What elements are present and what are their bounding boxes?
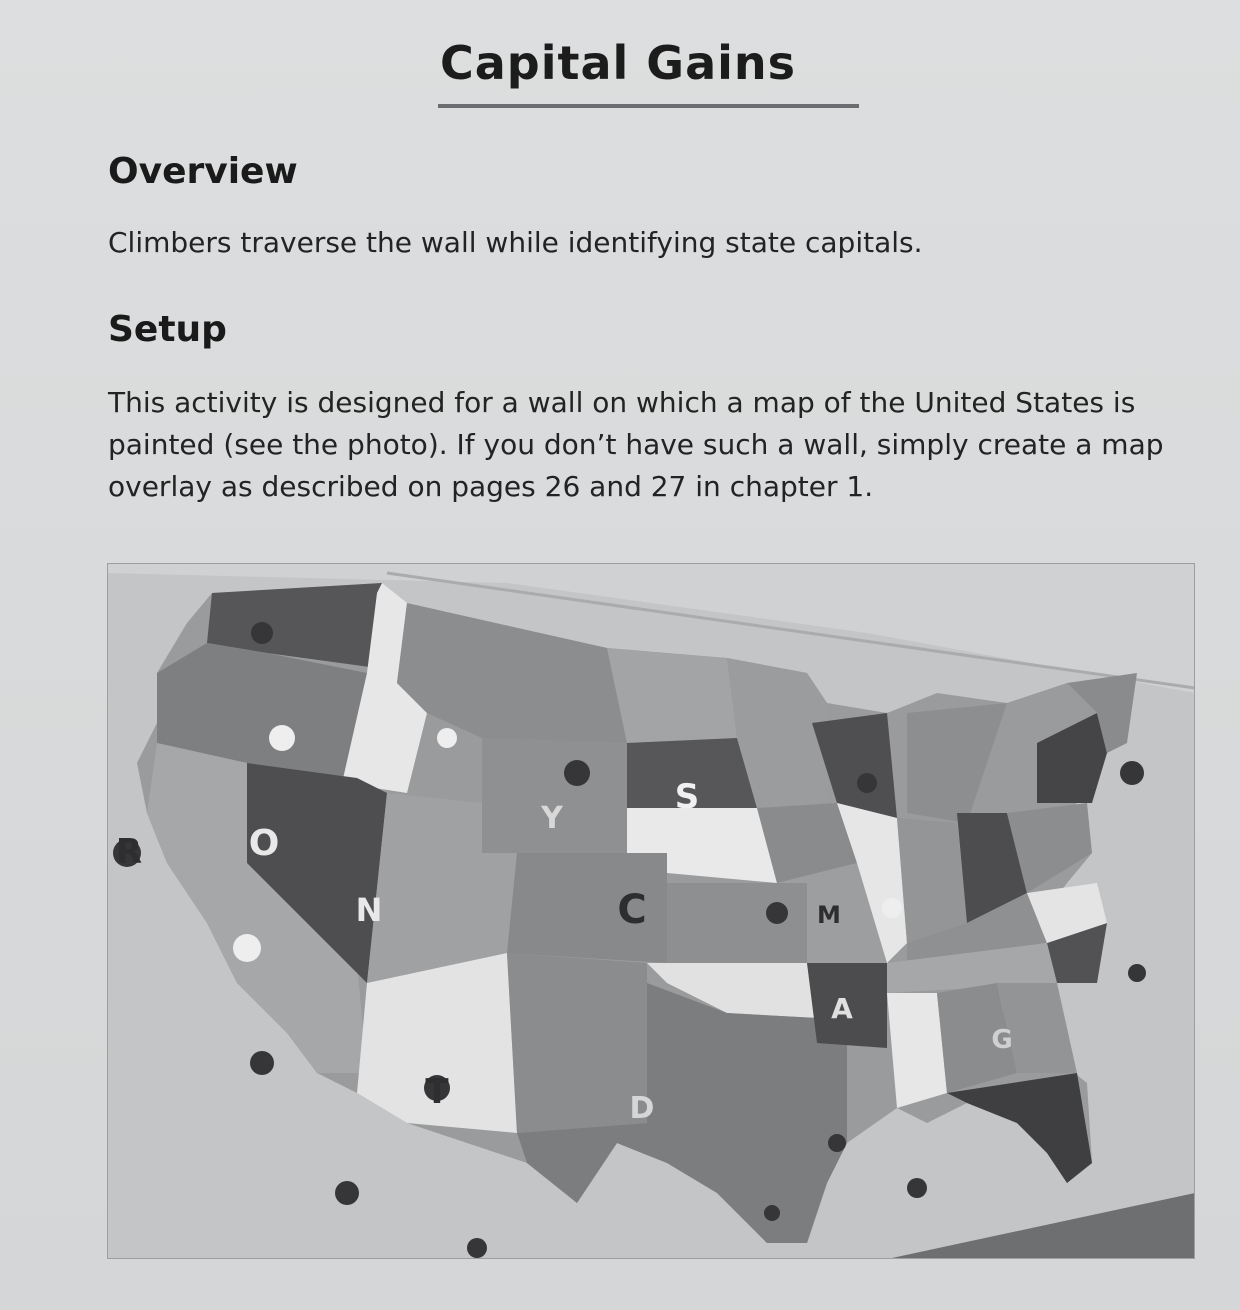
climbing-hold xyxy=(764,1205,780,1221)
us-map-wall-illustration xyxy=(107,563,1195,1259)
letter-hold: D xyxy=(629,1091,655,1126)
climbing-hold xyxy=(857,773,877,793)
climbing-hold xyxy=(335,1181,359,1205)
page-title: Capital Gains xyxy=(440,36,797,90)
climbing-hold xyxy=(251,622,273,644)
setup-text: This activity is designed for a wall on which a map of the United States is painted (see the photo). If you don’t have such a wall, simply create a map overlay as described on pages 26 and 27 in chapter 1. xyxy=(108,386,1164,503)
title-underline xyxy=(438,104,859,108)
letter-hold: N xyxy=(355,891,383,929)
overview-heading: Overview xyxy=(108,151,298,192)
climbing-hold xyxy=(233,934,261,962)
letter-hold: C xyxy=(617,887,647,933)
setup-heading: Setup xyxy=(108,309,227,350)
climbing-hold xyxy=(907,1178,927,1198)
climbing-hold xyxy=(1128,964,1146,982)
letter-hold: S xyxy=(674,777,700,817)
letter-hold: T xyxy=(425,1072,449,1112)
climbing-hold xyxy=(269,725,295,751)
state-kansas xyxy=(667,883,807,963)
letter-hold: G xyxy=(991,1025,1013,1055)
state-indiana xyxy=(897,818,967,943)
overview-text: Climbers traverse the wall while identifying state capitals. xyxy=(108,226,923,259)
climbing-hold xyxy=(882,898,902,918)
letter-hold: O xyxy=(248,823,280,864)
letter-hold: R xyxy=(115,832,143,872)
letter-hold: A xyxy=(831,992,853,1025)
climbing-hold xyxy=(467,1238,487,1258)
climbing-hold xyxy=(1120,761,1144,785)
climbing-hold xyxy=(828,1134,846,1152)
climbing-hold xyxy=(250,1051,274,1075)
climbing-hold xyxy=(766,902,788,924)
climbing-hold xyxy=(437,728,457,748)
state-north-dakota xyxy=(607,648,737,743)
climbing-wall-photo xyxy=(107,563,1195,1259)
letter-hold: Y xyxy=(541,801,563,836)
state-new-mexico xyxy=(507,953,647,1133)
letter-hold: M xyxy=(817,901,841,929)
state-mississippi xyxy=(887,993,947,1108)
climbing-hold xyxy=(564,760,590,786)
